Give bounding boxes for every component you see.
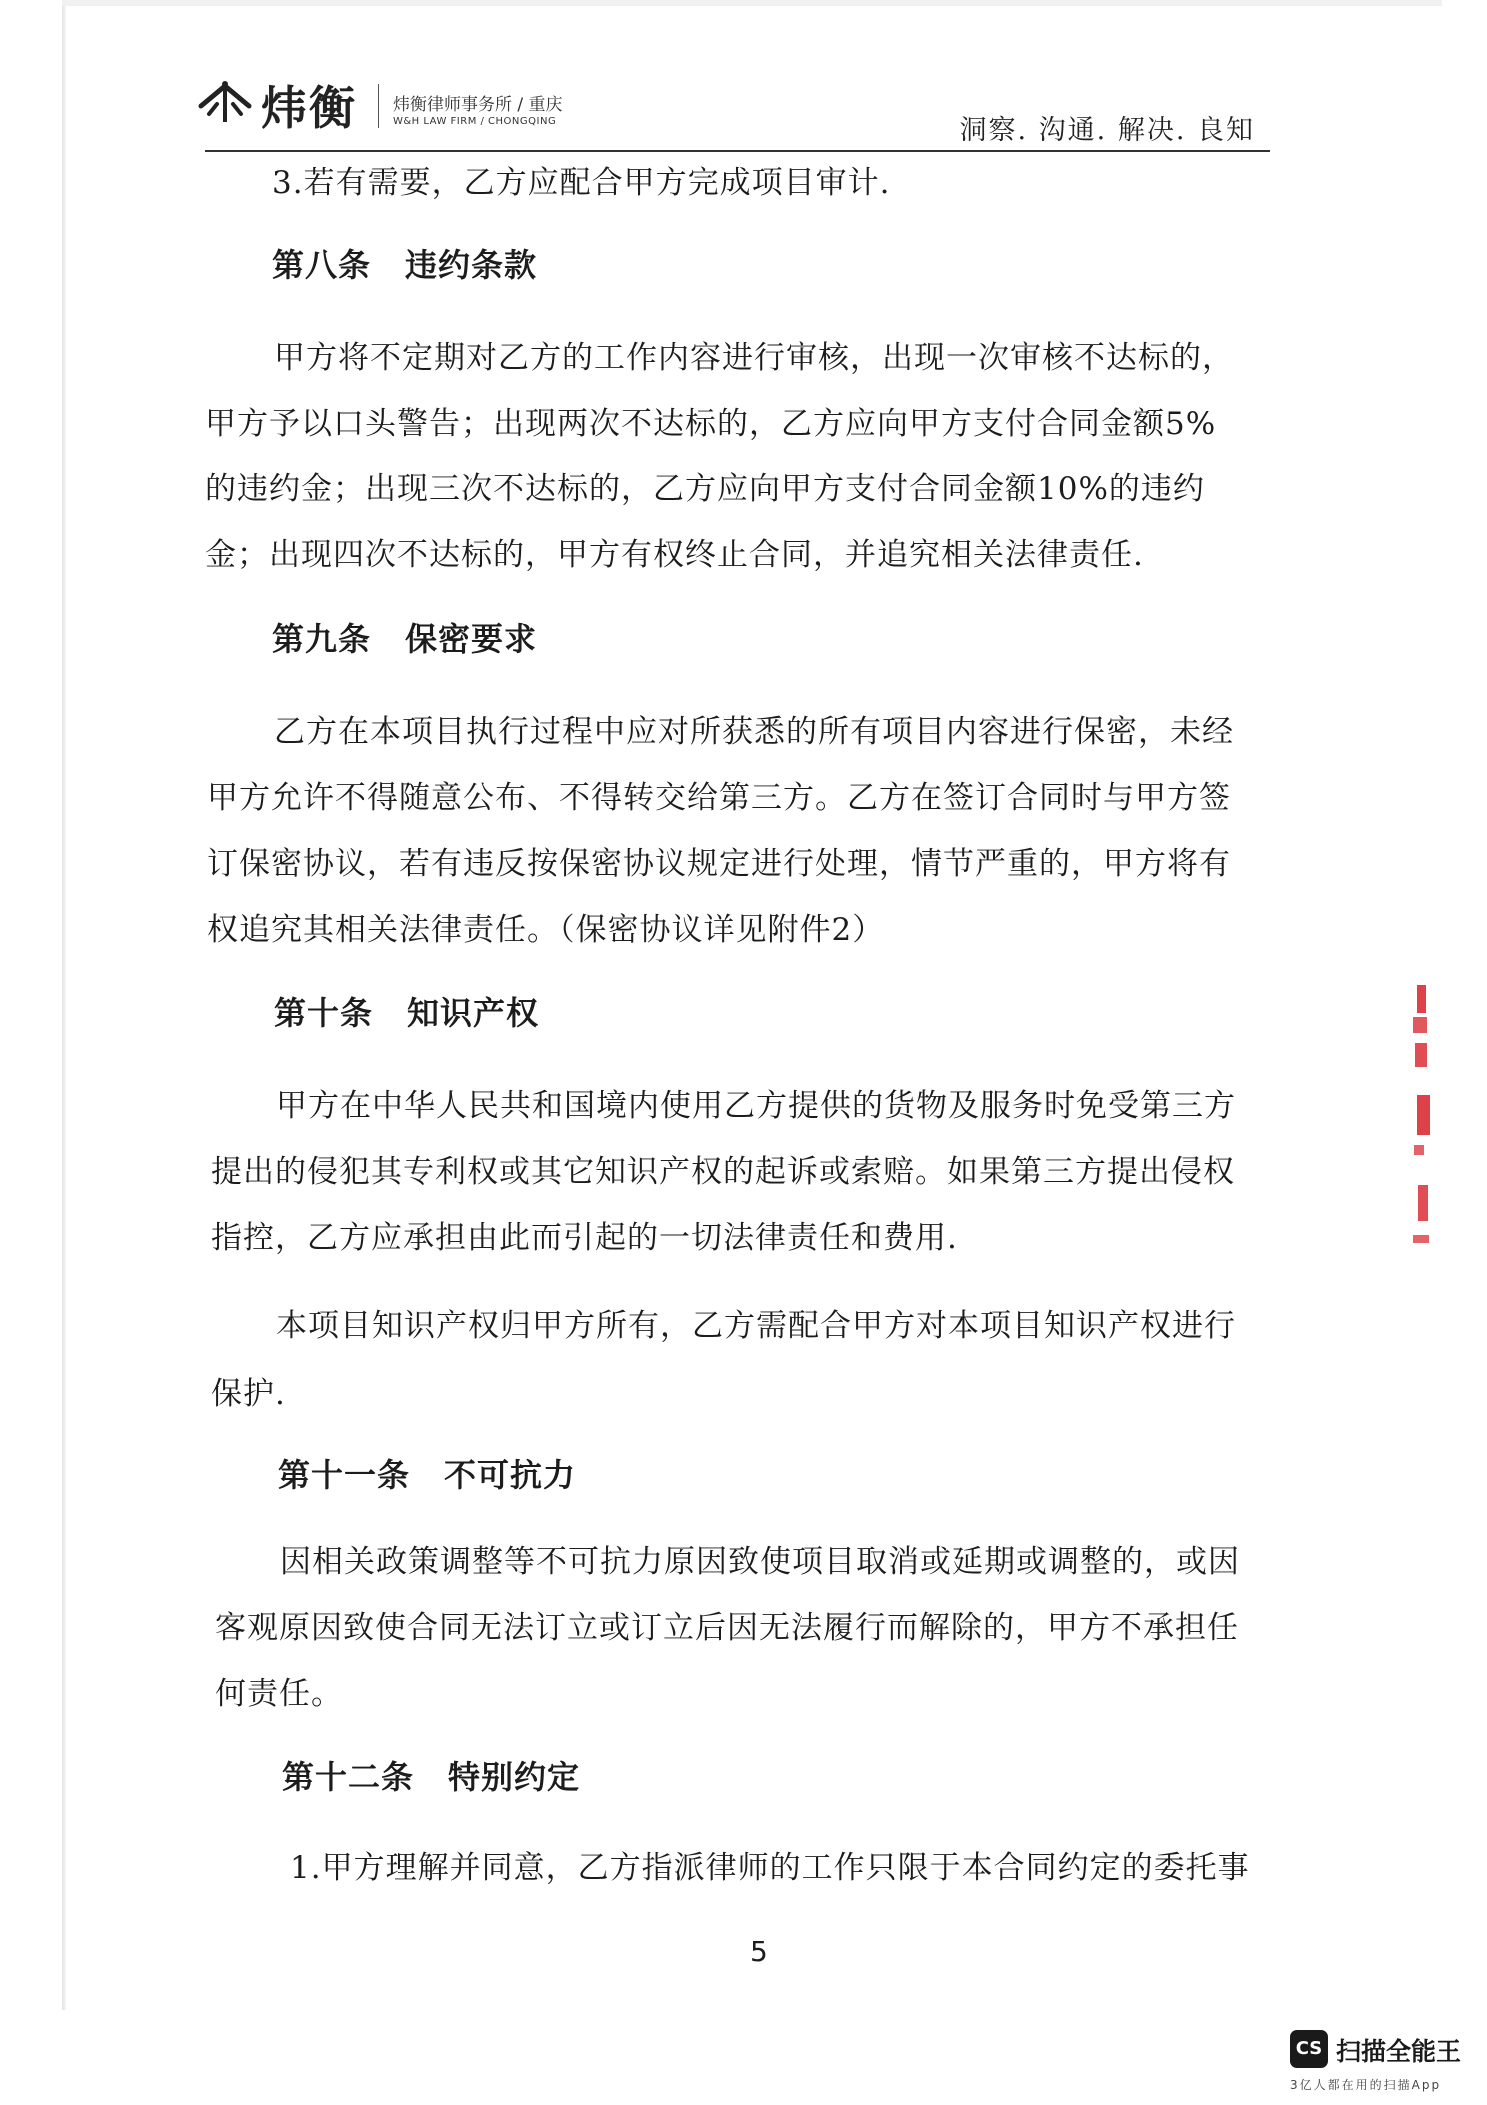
article-number: 第十一条 [278, 1456, 411, 1494]
firm-logo-icon [195, 78, 255, 128]
paragraph-line: 因相关政策调整等不可抗力原因致使项目取消或延期或调整的，或因 [280, 1544, 1240, 1580]
paragraph-line: 的违约金；出现三次不达标的，乙方应向甲方支付合同金额10%的违约 [205, 471, 1205, 507]
paragraph-line: 本项目知识产权归甲方所有，乙方需配合甲方对本项目知识产权进行 [276, 1308, 1236, 1344]
paragraph-line: 甲方允许不得随意公布、不得转交给第三方。乙方在签订合同时与甲方签 [207, 780, 1231, 816]
article-9-heading [272, 614, 537, 660]
logo-divider [378, 84, 379, 128]
camscanner-logo-icon: CS [1290, 2030, 1328, 2068]
paragraph-line: 金；出现四次不达标的，甲方有权终止合同，并追究相关法律责任. [205, 537, 1144, 573]
paragraph-line: 客观原因致使合同无法订立或订立后因无法履行而解除的，甲方不承担任 [215, 1610, 1239, 1646]
paragraph-line: 甲方予以口头警告；出现两次不达标的，乙方应向甲方支付合同金额5% [205, 406, 1217, 442]
scanner-watermark [1290, 2030, 1470, 2094]
article-8-heading [272, 240, 537, 286]
watermark-subtitle: 3亿人都在用的扫描App [1290, 2078, 1442, 2092]
article-number: 第九条 [272, 620, 372, 658]
watermark-title: 扫描全能王 [1336, 2037, 1462, 2066]
firm-motto: 洞察. 沟通. 解决. 良知 [959, 115, 1255, 146]
paragraph-line: 甲方在中华人民共和国境内使用乙方提供的货物及服务时免受第三方 [276, 1088, 1236, 1124]
article-10-heading [274, 988, 539, 1034]
article-title: 保密要求 [405, 620, 538, 658]
article-number: 第十二条 [282, 1758, 415, 1796]
article-title: 知识产权 [407, 994, 540, 1032]
article-number: 第十条 [274, 994, 374, 1032]
header-rule [205, 150, 1270, 152]
firm-name-en: W&H LAW FIRM / CHONGQING [393, 116, 557, 127]
paragraph-line: 乙方在本项目执行过程中应对所获悉的所有项目内容进行保密，未经 [274, 714, 1234, 750]
clause-7-3: 3.若有需要，乙方应配合甲方完成项目审计. [272, 165, 891, 201]
article-number: 第八条 [272, 246, 372, 284]
scan-top-shadow [62, 0, 1442, 6]
page-number: 5 [750, 1935, 768, 1968]
firm-logo-name: 炜衡 [261, 81, 357, 135]
clause-12-1: 1.甲方理解并同意，乙方指派律师的工作只限于本合同约定的委托事 [290, 1850, 1250, 1886]
scan-edge-shadow [62, 0, 66, 2010]
article-12-heading [282, 1752, 580, 1798]
paragraph-line: 甲方将不定期对乙方的工作内容进行审核，出现一次审核不达标的， [274, 340, 1234, 376]
paragraph-line: 指控，乙方应承担由此而引起的一切法律责任和费用. [211, 1220, 958, 1256]
article-title: 违约条款 [405, 246, 538, 284]
paragraph-line: 订保密协议，若有违反按保密协议规定进行处理，情节严重的，甲方将有 [207, 846, 1231, 882]
article-title: 特别约定 [448, 1758, 581, 1796]
paragraph-line: 何责任。 [215, 1676, 343, 1712]
firm-name-cn: 炜衡律师事务所 / 重庆 [393, 95, 563, 115]
paragraph-line: 提出的侵犯其专利权或其它知识产权的起诉或索赔。如果第三方提出侵权 [211, 1154, 1235, 1190]
letterhead [195, 72, 1275, 152]
paragraph-line: 权追究其相关法律责任。（保密协议详见附件2） [207, 912, 885, 948]
article-title: 不可抗力 [444, 1456, 577, 1494]
seal-stamp-fragment-icon [1411, 985, 1431, 1255]
paragraph-line: 保护. [211, 1376, 286, 1412]
article-11-heading [278, 1450, 576, 1496]
